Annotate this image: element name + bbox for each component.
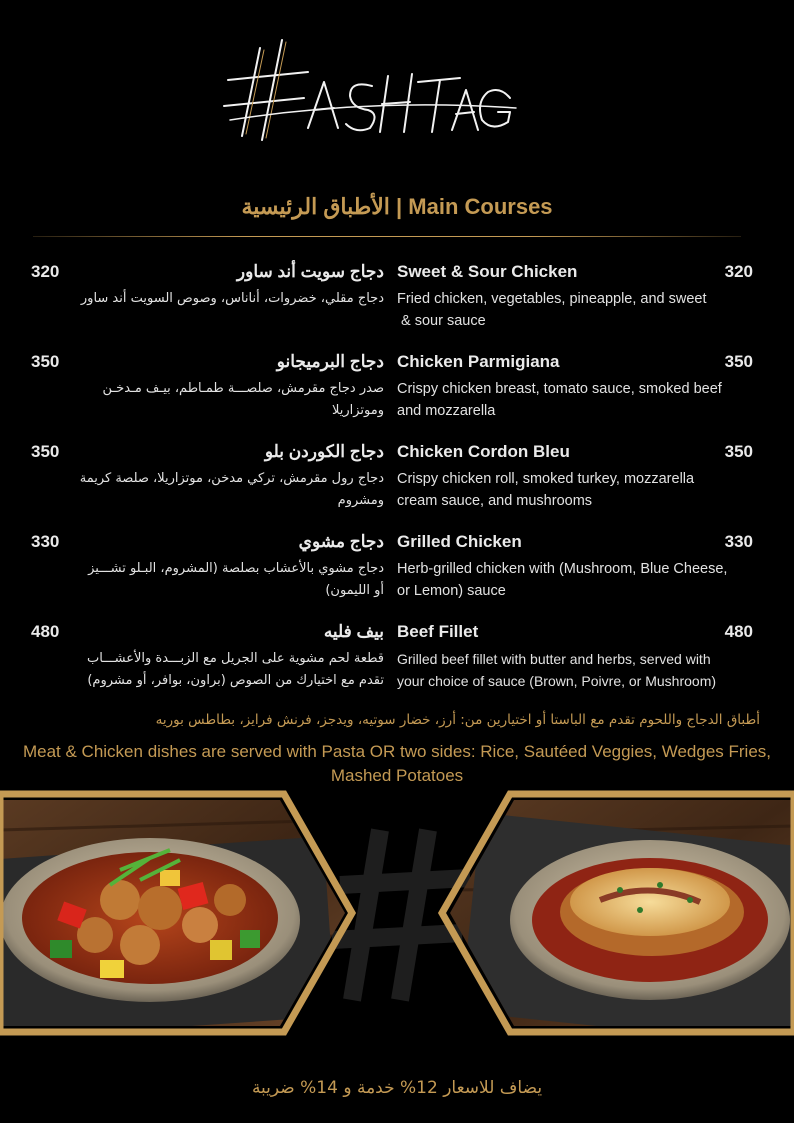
item-price: 320 bbox=[724, 262, 753, 281]
item-description bbox=[14, 558, 384, 602]
item-description-line: & sour sauce bbox=[397, 313, 486, 329]
item-description-line: your choice of sauce (Brown, Poivre, or Mushroom) bbox=[397, 673, 717, 689]
sides-note-ar: أطباق الدجاج واللحوم تقدم مع الباستا أو اختيارين من: أرز، خضار سوتيه، ويدجز، فرنش فرايز، بطاطس بوريه bbox=[155, 712, 760, 728]
item-price: 350 bbox=[724, 352, 753, 371]
item-name: Chicken Parmigiana bbox=[397, 352, 560, 371]
item-description-line: cream sauce, and mushrooms bbox=[397, 493, 593, 509]
section-title: الأطباق الرئيسية | Main Courses bbox=[241, 194, 553, 219]
item-description-line: وموتزاريلا bbox=[331, 403, 384, 418]
item-description bbox=[14, 378, 384, 422]
item-description-line: تقدم مع اختيارك من الصوص (براون، بوافر، أو مشروم) bbox=[87, 673, 384, 688]
item-name: Chicken Cordon Bleu bbox=[397, 442, 570, 461]
item-price: 350 bbox=[724, 442, 753, 461]
menu-item-en-parmigiana bbox=[397, 352, 767, 422]
item-description-line: Herb-grilled chicken with (Mushroom, Blue Cheese, bbox=[397, 561, 728, 577]
item-description-line: دجاج مشوي بالأعشاب بصلصة (المشروم، البـلو تشـــيز bbox=[88, 561, 384, 576]
item-price: 350 bbox=[31, 352, 60, 371]
item-price: 350 bbox=[31, 442, 60, 461]
item-description-line: Grilled beef fillet with butter and herbs, served with bbox=[397, 651, 711, 667]
item-description-line: Crispy chicken breast, tomato sauce, smoked beef bbox=[397, 381, 722, 397]
item-description bbox=[14, 468, 384, 512]
item-description bbox=[397, 468, 767, 512]
menu-item-en-cordon-bleu bbox=[397, 442, 767, 512]
item-name: بيف فليه bbox=[323, 622, 384, 641]
item-name: دجاج سويت أند ساور bbox=[236, 262, 384, 281]
item-description-line: Fried chicken, vegetables, pineapple, and sweet bbox=[397, 291, 707, 307]
item-name: دجاج البرميجانو bbox=[276, 352, 384, 371]
item-description-line: دجاج رول مقرمش، تركي مدخن، موتزاريلا، صلصة كريمة bbox=[79, 471, 384, 486]
item-name: دجاج مشوي bbox=[298, 532, 384, 551]
menu-item-ar-parmigiana bbox=[14, 352, 384, 422]
item-description-line: صدر دجاج مقرمش، صلصـــة طمـاطم، بيـف مـدخـن bbox=[102, 381, 384, 396]
item-description-line: دجاج مقلي، خضروات، أناناس، وصوص السويت أند ساور bbox=[80, 291, 384, 306]
item-price: 480 bbox=[31, 622, 60, 641]
item-price: 330 bbox=[31, 532, 60, 551]
menu-item-en-grilled-chicken bbox=[397, 532, 767, 602]
item-description-line: Crispy chicken roll, smoked turkey, mozzarella bbox=[397, 471, 695, 487]
item-description bbox=[397, 288, 767, 332]
item-price: 330 bbox=[724, 532, 753, 551]
food-photos-band bbox=[0, 790, 794, 1036]
item-description-line: ومشروم bbox=[337, 493, 384, 508]
item-price: 480 bbox=[724, 622, 753, 641]
item-name: دجاج الكوردن بلو bbox=[264, 442, 384, 461]
item-description-line: or Lemon) sauce bbox=[397, 583, 506, 599]
item-description bbox=[397, 558, 767, 602]
hashtag-logo bbox=[220, 28, 520, 158]
menu-item-ar-beef-fillet bbox=[14, 622, 384, 692]
menu-item-ar-sweet-sour bbox=[14, 262, 384, 310]
item-name: Grilled Chicken bbox=[397, 532, 522, 551]
menu-item-ar-cordon-bleu bbox=[14, 442, 384, 512]
item-price: 320 bbox=[31, 262, 60, 281]
menu-item-en-beef-fillet bbox=[397, 622, 767, 692]
item-description bbox=[397, 378, 767, 422]
item-description-line: قطعة لحم مشوية على الجريل مع الزبـــدة والأعشـــاب bbox=[86, 651, 384, 666]
item-description-line: and mozzarella bbox=[397, 403, 496, 419]
item-description bbox=[397, 648, 767, 692]
item-description bbox=[14, 648, 384, 692]
item-name: Beef Fillet bbox=[397, 622, 479, 641]
menu-item-en-sweet-sour bbox=[397, 262, 767, 332]
sides-note-en: Meat & Chicken dishes are served with Pasta OR two sides: Rice, Sautéed Veggies, Wedges Fries, Mashed Potatoes bbox=[22, 742, 772, 785]
item-description-line: أو الليمون) bbox=[325, 583, 384, 598]
tax-note: يضاف للاسعار 12% خدمة و 14% ضريبة bbox=[251, 1078, 543, 1098]
menu-item-ar-grilled-chicken bbox=[14, 532, 384, 602]
section-divider bbox=[33, 236, 741, 237]
item-description bbox=[14, 288, 384, 310]
item-name: Sweet & Sour Chicken bbox=[397, 262, 578, 281]
